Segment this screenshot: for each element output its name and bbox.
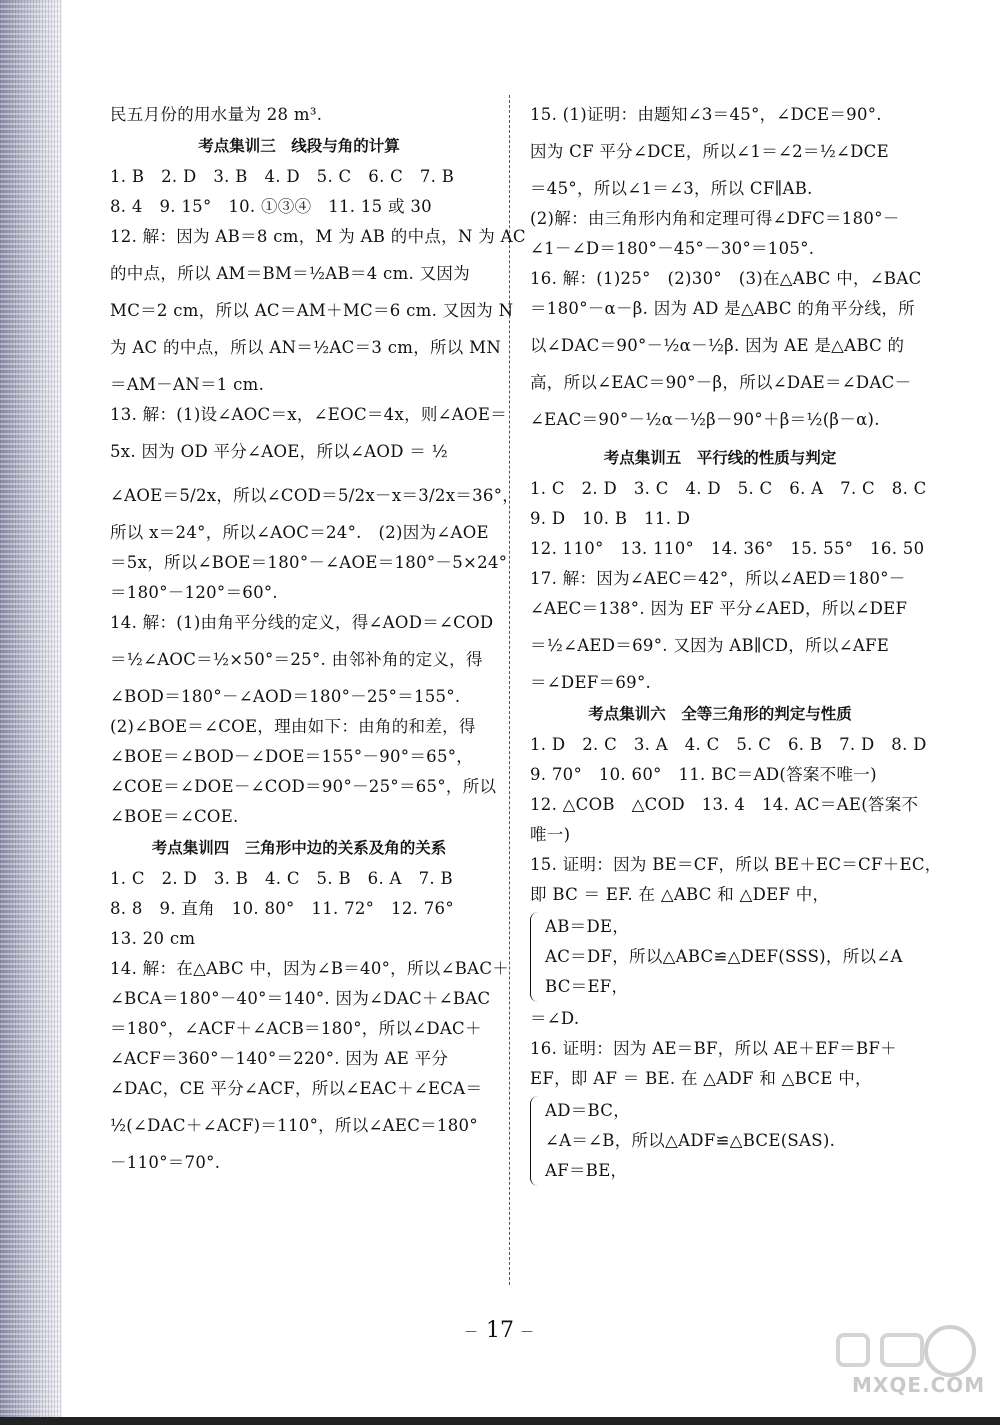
text-line: 1. B 2. D 3. B 4. D 5. C 6. C 7. B	[110, 167, 455, 186]
brace-system	[530, 912, 910, 1002]
text-line: ∠EAC＝90°－½α－½β－90°＋β＝½(β－α).	[530, 410, 880, 429]
bottom-scan-edge	[0, 1417, 1000, 1425]
text-line: ∠1－∠D＝180°－45°－30°＝105°.	[530, 239, 815, 258]
text-line: －110°＝70°.	[110, 1153, 221, 1172]
text-line: ＝∠DEF＝69°.	[530, 673, 652, 692]
text-line: 民五月份的用水量为 28 m³.	[110, 105, 323, 124]
text-line: 高，所以∠EAC＝90°－β，所以∠DAE＝∠DAC－	[530, 373, 912, 392]
right-column	[530, 100, 942, 1188]
brace-line: ∠A＝∠B，所以△ADF≌△BCE(SAS).	[545, 1131, 836, 1150]
page-number-text: 17	[486, 1318, 514, 1343]
text-line: 以∠DAC＝90°－½α－½β. 因为 AE 是△ABC 的	[530, 336, 905, 355]
brace-line: AF＝BE，	[545, 1161, 628, 1180]
text-line: (2)∠BOE＝∠COE，理由如下：由角的和差，得	[110, 717, 476, 736]
text-line: ＝½∠AOC＝½×50°＝25°. 由邻补角的定义，得	[110, 650, 483, 669]
text-line: ∠DAC，CE 平分∠ACF，所以∠EAC＋∠ECA＝	[110, 1079, 483, 1098]
text-line: ∠AOE＝5/2x，所以∠COD＝5/2x－x＝3/2x＝36°，	[110, 486, 520, 505]
watermark-emblem-icon	[828, 1321, 978, 1381]
watermark-text: MXQE.COM	[852, 1373, 986, 1397]
scanned-binding-edge	[0, 0, 62, 1425]
text-line: ∠AEC＝138°. 因为 EF 平分∠AED，所以∠DEF	[530, 599, 908, 618]
text-line: 的中点，所以 AM＝BM＝½AB＝4 cm. 又因为	[110, 264, 471, 283]
text-line: ∠COE＝∠DOE－∠COD＝90°－25°＝65°，所以	[110, 777, 497, 796]
text-line: ＝180°－α－β. 因为 AD 是△ABC 的角平分线，所	[530, 299, 915, 318]
text-line: 15. 证明：因为 BE＝CF，所以 BE＋EC＝CF＋EC，	[530, 855, 942, 874]
text-line: 12. 解：因为 AB＝8 cm，M 为 AB 的中点，N 为 AC	[110, 227, 526, 246]
left-brace-icon	[530, 1096, 541, 1186]
text-line: 12. 110° 13. 110° 14. 36° 15. 55° 16. 50	[530, 539, 925, 558]
page-number: — 17 —	[465, 1318, 535, 1343]
text-line: ∠ACF＝360°－140°＝220°. 因为 AE 平分	[110, 1049, 449, 1068]
text-line: 1. C 2. D 3. B 4. C 5. B 6. A 7. B	[110, 869, 453, 888]
text-line: 5x. 因为 OD 平分∠AOE，所以∠AOD ＝ ½	[110, 442, 448, 461]
text-line: 15. (1)证明：由题知∠3＝45°，∠DCE＝90°.	[530, 105, 882, 124]
text-line: 8. 8 9. 直角 10. 80° 11. 72° 12. 76°	[110, 899, 454, 918]
brace-line: AD＝BC，	[545, 1101, 631, 1120]
text-line: 1. D 2. C 3. A 4. C 5. C 6. B 7. D 8. D	[530, 735, 927, 754]
text-line: 16. 解：(1)25° (2)30° (3)在△ABC 中，∠BAC	[530, 269, 922, 288]
text-line: 因为 CF 平分∠DCE，所以∠1＝∠2＝½∠DCE	[530, 142, 889, 161]
text-line: 9. D 10. B 11. D	[530, 509, 691, 528]
text-line: ＝45°，所以∠1＝∠3，所以 CF∥AB.	[530, 179, 813, 198]
text-line: ∠BOE＝∠COE.	[110, 807, 239, 826]
section-heading: 考点集训五 平行线的性质与判定	[603, 449, 837, 467]
text-line: 13. 20 cm	[110, 929, 196, 948]
text-line: ∠BOD＝180°－∠AOD＝180°－25°＝155°.	[110, 687, 461, 706]
text-line: 为 AC 的中点，所以 AN＝½AC＝3 cm，所以 MN	[110, 338, 502, 357]
brace-line: BC＝EF，	[545, 977, 629, 996]
brace-line: AC＝DF，所以△ABC≌△DEF(SSS)，所以∠A	[545, 947, 903, 966]
text-line: 唯一)	[530, 825, 571, 844]
left-column	[110, 100, 526, 1178]
left-brace-icon	[530, 912, 541, 1002]
section-heading: 考点集训三 线段与角的计算	[198, 137, 400, 155]
section-heading: 考点集训六 全等三角形的判定与性质	[588, 705, 852, 723]
text-line: 13. 解：(1)设∠AOC＝x，∠EOC＝4x，则∠AOE＝	[110, 405, 507, 424]
text-line: ∠BOE＝∠BOD－∠DOE＝155°－90°＝65°，	[110, 747, 474, 766]
text-line: 9. 70° 10. 60° 11. BC＝AD(答案不唯一)	[530, 765, 877, 784]
text-line: ∠BCA＝180°－40°＝140°. 因为∠DAC＋∠BAC	[110, 989, 491, 1008]
text-line: ＝AM－AN＝1 cm.	[110, 375, 265, 394]
brace-system	[530, 1096, 910, 1186]
text-line: ＝∠D.	[530, 1009, 580, 1028]
text-line: ＝180°，∠ACF＋∠ACB＝180°，所以∠DAC＋	[110, 1019, 482, 1038]
text-line: MC＝2 cm，所以 AC＝AM＋MC＝6 cm. 又因为 N	[110, 301, 514, 320]
text-line: ＝½∠AED＝69°. 又因为 AB∥CD，所以∠AFE	[530, 636, 890, 655]
text-line: ＝5x，所以∠BOE＝180°－∠AOE＝180°－5×24°	[110, 553, 508, 572]
text-line: 16. 证明：因为 AE＝BF，所以 AE＋EF＝BF＋	[530, 1039, 897, 1058]
text-line: 17. 解：因为∠AEC＝42°，所以∠AED＝180°－	[530, 569, 906, 588]
section-heading: 考点集训四 三角形中边的关系及角的关系	[151, 839, 447, 857]
text-line: ½(∠DAC＋∠ACF)＝110°，所以∠AEC＝180°	[110, 1116, 478, 1135]
text-line: ＝180°－120°＝60°.	[110, 583, 278, 602]
text-line: 1. C 2. D 3. C 4. D 5. C 6. A 7. C 8. C	[530, 479, 927, 498]
text-line: 14. 解：(1)由角平分线的定义，得∠AOD＝∠COD	[110, 613, 494, 632]
text-line: 所以 x＝24°，所以∠AOC＝24°. (2)因为∠AOE	[110, 523, 489, 542]
text-line: EF，即 AF ＝ BE. 在 △ADF 和 △BCE 中，	[530, 1069, 872, 1088]
text-line: 8. 4 9. 15° 10. ①③④ 11. 15 或 30	[110, 197, 432, 216]
text-line: 12. △COB △COD 13. 4 14. AC＝AE(答案不	[530, 795, 919, 814]
column-divider	[509, 95, 510, 1285]
brace-line: AB＝DE，	[545, 917, 630, 936]
watermark-logo	[828, 1321, 986, 1411]
text-line: 即 BC ＝ EF. 在 △ABC 和 △DEF 中，	[530, 885, 830, 904]
text-line: 14. 解：在△ABC 中，因为∠B＝40°，所以∠BAC＋	[110, 959, 510, 978]
text-line: (2)解：由三角形内角和定理可得∠DFC＝180°－	[530, 209, 900, 228]
